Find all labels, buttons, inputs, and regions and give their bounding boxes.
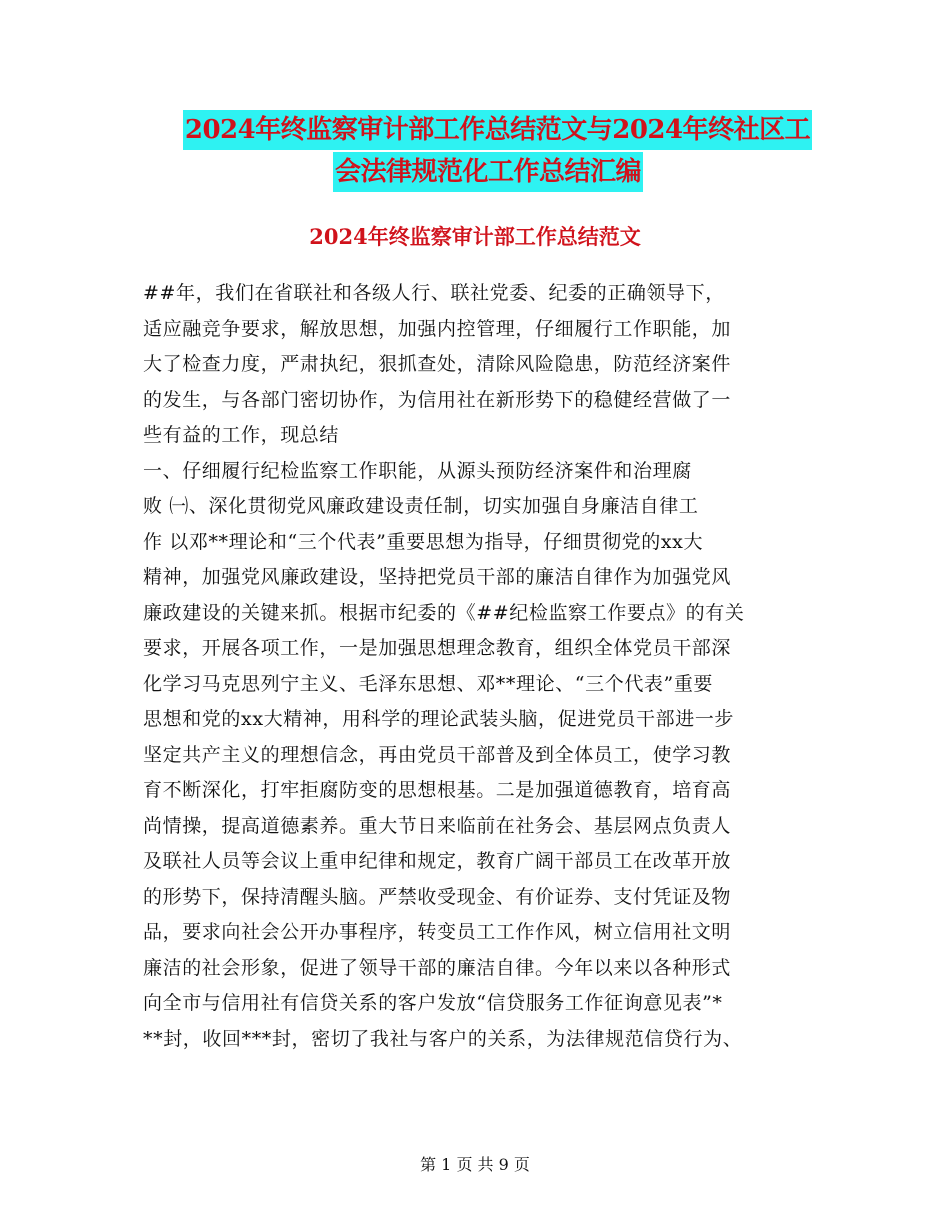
document-title [0,110,950,192]
body-line: 的形势下，保持清醒头脑。严禁收受现金、有价证券、支付凭证及物 [143,885,732,908]
body-line: 思想和党的xx大精神，用科学的理论武装头脑，促进党员干部进一步 [143,708,735,730]
body-line: 要求，开展各项工作，一是加强思想理念教育，组织全体党员干部深 [143,637,732,659]
body-line: 尚情操，提高道德素养。重大节日来临前在社务会、基层网点负责人 [143,814,732,837]
body-line: 大了检查力度，严肃执纪，狠抓查处，清除风险隐患，防范经济案件 [143,353,732,375]
document-title-line-2: 会法律规范化工作总结汇编 [333,152,643,192]
body-line: 化学习马克思列宁主义、毛泽东思想、邓**理论、“三个代表”重要 [143,672,714,695]
body-line: **封，收回***封，密切了我社与客户的关系，为法律规范信贷行为、 [143,1027,743,1050]
body-line: 些有益的工作，现总结 [143,424,340,446]
body-line: 精神，加强党风廉政建设，坚持把党员干部的廉洁自律作为加强党风 [143,566,732,588]
section-heading: 2024年终监察审计部工作总结范文 [309,224,641,249]
body-line: 作 以邓**理论和“三个代表”重要思想为指导，仔细贯彻党的xx大 [143,530,704,553]
body-line: 败 ㈠、深化贯彻党风廉政建设责任制，切实加强自身廉洁自律工 [143,495,699,517]
body-line: ##年，我们在省联社和各级人行、联社党委、纪委的正确领导下， [143,282,725,304]
body-line: 品，要求向社会公开办事程序，转变员工工作作风，树立信用社文明 [143,921,732,943]
body-line: 向全市与信用社有信贷关系的客户发放“信贷服务工作征询意见表”* [143,992,723,1014]
body-line: 及联社人员等会议上重申纪律和规定，教育广阔干部员工在改革开放 [143,850,732,872]
body-line: 的发生，与各部门密切协作，为信用社在新形势下的稳健经营做了一 [143,388,732,411]
document-title-line-1: 2024年终监察审计部工作总结范文与2024年终社区工 [183,110,812,150]
body-line: 廉政建设的关键来抓。根据市纪委的《##纪检监察工作要点》的有关 [143,601,745,624]
body-line: 一、仔细履行纪检监察工作职能，从源头预防经济案件和治理腐 [143,459,692,482]
body-line: 育不断深化，打牢拒腐防变的思想根基。二是加强道德教育，培育高 [143,779,732,801]
body-line: 廉洁的社会形象，促进了领导干部的廉洁自律。今年以来以各种形式 [143,956,732,979]
page-number: 第 1 页 共 9 页 [420,1155,530,1174]
body-line: 坚定共产主义的理想信念，再由党员干部普及到全体员工，使学习教 [143,743,732,766]
body-line: 适应融竞争要求，解放思想，加强内控管理，仔细履行工作职能，加 [143,317,732,340]
body-text [143,276,803,1057]
